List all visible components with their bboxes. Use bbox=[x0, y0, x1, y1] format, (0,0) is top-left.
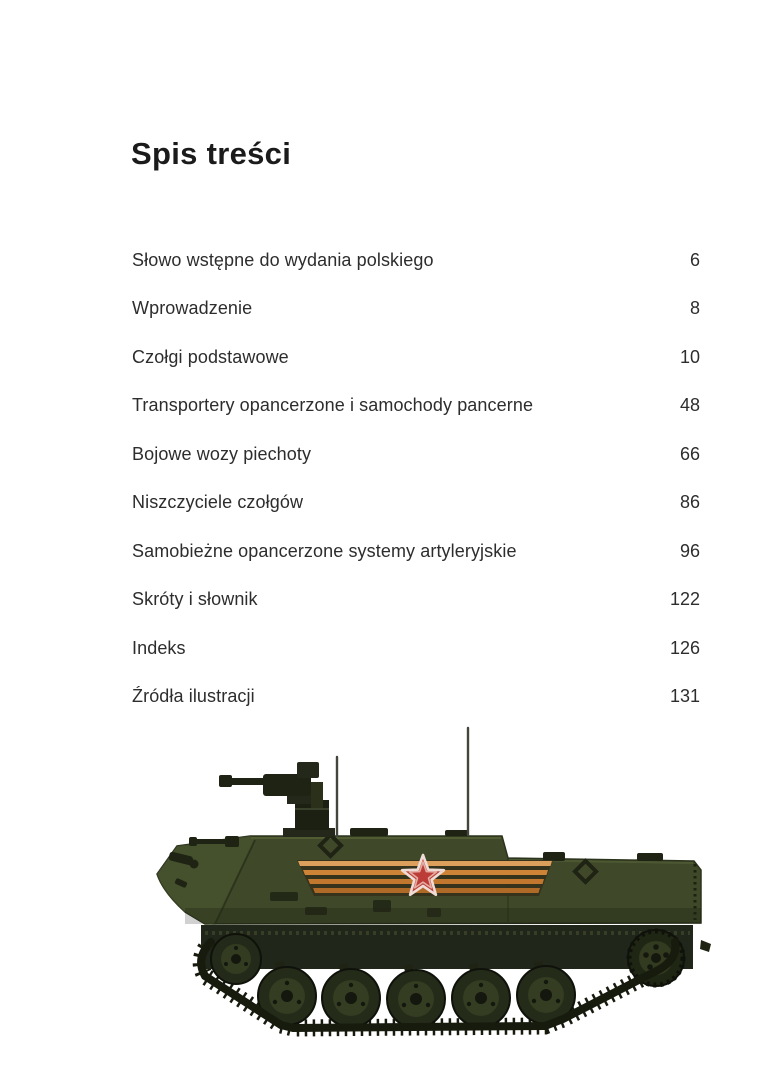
toc-entry-label: Samobieżne opancerzone systemy artyleryjskie bbox=[132, 540, 517, 561]
toc-entry-label: Niszczyciele czołgów bbox=[132, 492, 304, 513]
toc-entry-page-number: 10 bbox=[679, 346, 700, 367]
toc-list bbox=[132, 236, 700, 721]
toc-entry-page-number: 126 bbox=[669, 637, 700, 658]
antennas bbox=[337, 728, 468, 836]
toc-entry-page-number: 86 bbox=[679, 492, 700, 513]
toc-entry-label: Czołgi podstawowe bbox=[132, 346, 289, 367]
toc-entry bbox=[132, 576, 700, 625]
toc-entry bbox=[132, 624, 700, 673]
toc-entry-page-number: 96 bbox=[679, 540, 700, 561]
toc-entry bbox=[132, 236, 700, 285]
gun-barrel bbox=[229, 778, 267, 785]
toc-entry-label: Indeks bbox=[132, 637, 186, 658]
road-wheel bbox=[452, 969, 510, 1027]
toc-entry-label: Wprowadzenie bbox=[132, 298, 253, 319]
toc-entry bbox=[132, 333, 700, 382]
toc-entry-page-number: 6 bbox=[689, 249, 700, 270]
toc-entry-page-number: 8 bbox=[689, 298, 700, 319]
toc-entry-label: Skróty i słownik bbox=[132, 589, 258, 610]
toc-entry-label: Słowo wstępne do wydania polskiego bbox=[132, 249, 434, 270]
toc-entry bbox=[132, 285, 700, 334]
toc-entry-label: Transportery opancerzone i samochody pancerne bbox=[132, 395, 534, 416]
gun-mount bbox=[219, 762, 335, 837]
toc-entry-page-number: 122 bbox=[669, 589, 700, 610]
toc-entry bbox=[132, 479, 700, 528]
toc-entry bbox=[132, 430, 700, 479]
toc-entry-page-number: 66 bbox=[679, 443, 700, 464]
idler-wheel bbox=[211, 934, 261, 984]
toc-entry-label: Bojowe wozy piechoty bbox=[132, 443, 312, 464]
toc-entry bbox=[132, 527, 700, 576]
muzzle bbox=[219, 775, 232, 787]
road-wheel bbox=[322, 969, 380, 1027]
toc-entry-page-number: 48 bbox=[679, 395, 700, 416]
toc-entry-label: Źródła ilustracji bbox=[132, 686, 255, 707]
toc-entry bbox=[132, 382, 700, 431]
page-title: Spis treści bbox=[131, 136, 292, 171]
vehicle-illustration bbox=[145, 712, 717, 1042]
toc-entry-page-number: 131 bbox=[669, 686, 700, 707]
road-wheel bbox=[387, 970, 445, 1028]
